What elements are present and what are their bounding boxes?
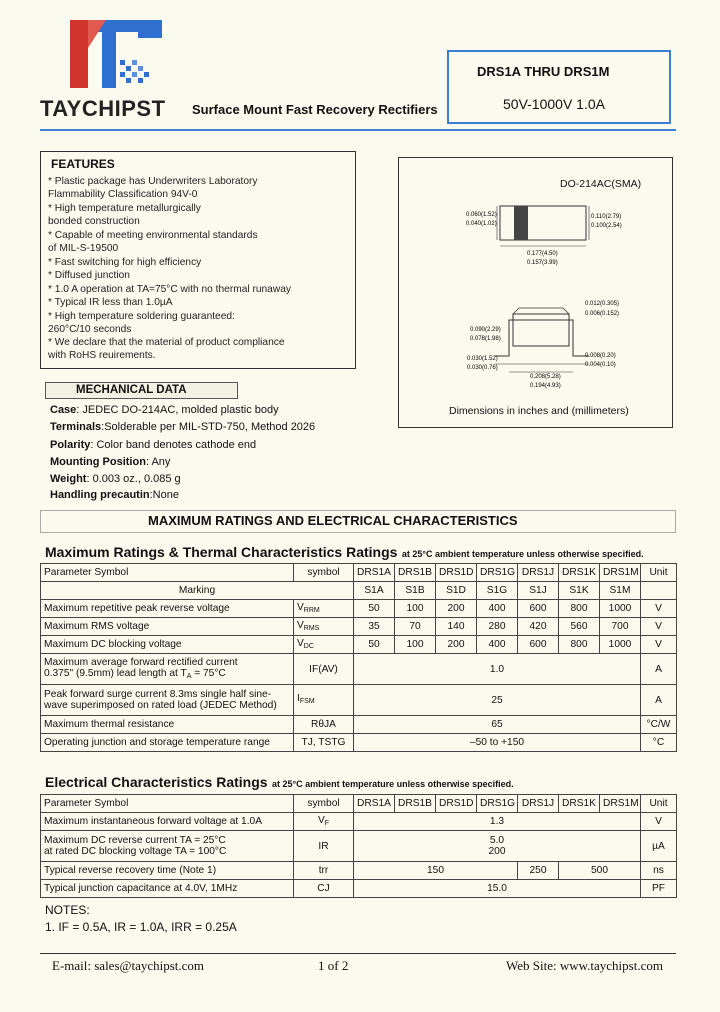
max-ratings-heading: Maximum Ratings & Thermal Characteristics Ratings at 25°C ambient temperature unless otherwise specified. <box>45 544 644 560</box>
mech-mounting: Mounting Position: Any <box>50 456 171 468</box>
feature-line: * Fast switching for high efficiency <box>48 257 202 268</box>
table-row: Maximum average forward rectified current 0.375" (9.5mm) lead length at $T_A = 75^\circ C$ IF(AV) 1.0 A <box>41 654 677 685</box>
table-row: Maximum DC blocking voltage $V_{DC}$ 50 100 200 400 600 800 1000 V <box>41 636 677 654</box>
dim-label: 0.060(1.52) <box>466 212 497 218</box>
mech-polarity: Polarity: Color band denotes cathode end <box>50 439 257 451</box>
dim-label: 0.208(5.28) <box>530 374 561 380</box>
feature-line: with RoHS reuirements. <box>48 350 156 361</box>
dim-label: 0.194(4.93) <box>530 383 561 389</box>
note-1: 1. IF = 0.5A, IR = 1.0A, IRR = 0.25A <box>45 920 237 934</box>
feature-line: * High temperature metallurgically <box>48 203 201 214</box>
feature-line: Flammability Classification 94V-0 <box>48 189 198 200</box>
feature-line: * Typical IR less than 1.0µA <box>48 297 173 308</box>
table-row: Marking S1A S1B S1D S1G S1J S1K S1M <box>41 582 677 600</box>
mech-weight: Weight: 0.003 oz., 0.085 g <box>50 473 181 485</box>
dim-label: 0.030(1.52) <box>467 356 498 362</box>
dim-label: 0.004(0.10) <box>585 362 616 368</box>
notes-title: NOTES: <box>45 903 90 917</box>
footer-email[interactable]: E-mail: sales@taychipst.com <box>52 958 205 973</box>
table-row: Operating junction and storage temperature range TJ, TSTG –50 to +150 °C <box>41 734 677 752</box>
features-title: FEATURES <box>51 157 115 171</box>
feature-line: * Plastic package has Underwriters Laboratory <box>48 176 258 187</box>
table-row: Peak forward surge current 8.3ms single half sine- wave superimposed on rated load (JEDEC Method) $I_{FSM}$ 25 A <box>41 685 677 716</box>
package-drawing <box>399 158 672 427</box>
dim-label: 0.100(2.54) <box>591 223 622 229</box>
dim-label: 0.012(0.305) <box>585 301 620 307</box>
table-row: Maximum instantaneous forward voltage at 1.0A $V_F$ 1.3 V <box>41 813 677 831</box>
feature-line: * Capable of meeting environmental standards <box>48 230 258 241</box>
ratings-banner: MAXIMUM RATINGS AND ELECTRICAL CHARACTERISTICS <box>148 513 518 528</box>
feature-line: * Diffused junction <box>48 270 130 281</box>
package-title: DO-214AC(SMA) <box>560 178 642 190</box>
brand-name: TAYCHIPST <box>40 96 166 121</box>
dim-label: 0.006(0.152) <box>585 311 620 317</box>
table-row: Typical junction capacitance at 4.0V, 1MHz CJ 15.0 PF <box>41 880 677 898</box>
product-subtitle: Surface Mount Fast Recovery Rectifiers <box>192 102 438 117</box>
dim-label: 0.110(2.79) <box>591 214 622 220</box>
feature-line: of MIL-S-19500 <box>48 243 119 254</box>
feature-line: * High temperature soldering guaranteed: <box>48 311 235 322</box>
table-row: Typical reverse recovery time (Note 1) trr 150 250 500 ns <box>41 862 677 880</box>
package-caption: Dimensions in inches and (millimeters) <box>449 405 629 417</box>
feature-line: 260°C/10 seconds <box>48 324 132 335</box>
dim-label: 0.008(0.20) <box>585 353 616 359</box>
electrical-heading: Electrical Characteristics Ratings at 25°C ambient temperature unless otherwise specified. <box>45 774 514 790</box>
table-row: Maximum thermal resistance RθJA 65 °C/W <box>41 716 677 734</box>
dim-label: 0.177(4.50) <box>527 251 558 257</box>
dim-label: 0.090(2.29) <box>470 327 501 333</box>
dim-label: 0.157(3.99) <box>527 260 558 266</box>
electrical-table <box>40 794 677 898</box>
table-row: Maximum RMS voltage $V_{RMS}$ 35 70 140 280 420 560 700 V <box>41 618 677 636</box>
voltage-current-rating: 50V-1000V 1.0A <box>503 96 605 112</box>
table-row: Maximum DC reverse current TA = 25°C at rated DC blocking voltage TA = 100°C IR 5.0 200 µA <box>41 831 677 862</box>
table-row: Maximum repetitive peak reverse voltage $V_{RRM}$ 50 100 200 400 600 800 1000 V <box>41 600 677 618</box>
table-header-row: Parameter Symbol symbol DRS1A DRS1B DRS1D DRS1G DRS1J DRS1K DRS1M Unit <box>41 564 677 582</box>
dim-label: 0.040(1.02) <box>466 221 497 227</box>
feature-line: bonded construction <box>48 216 140 227</box>
footer-divider <box>40 953 676 954</box>
part-range: DRS1A THRU DRS1M <box>477 64 610 79</box>
mech-case: Case: JEDEC DO-214AC, molded plastic body <box>50 404 279 416</box>
max-ratings-table <box>40 563 677 752</box>
dim-label: 0.078(1.98) <box>470 336 501 342</box>
mechanical-title: MECHANICAL DATA <box>76 384 187 396</box>
table-header-row: Parameter Symbol symbol DRS1A DRS1B DRS1D DRS1G DRS1J DRS1K DRS1M Unit <box>41 795 677 813</box>
mech-terminals: Terminals:Solderable per MIL-STD-750, Method 2026 <box>50 421 316 433</box>
footer-page-number: 1 of 2 <box>318 958 349 973</box>
mech-handling: Handling precautin:None <box>50 489 179 501</box>
taychipst-logo <box>66 18 166 93</box>
feature-line: * We declare that the material of product compliance <box>48 337 285 348</box>
footer-website[interactable]: Web Site: www.taychipst.com <box>506 958 663 973</box>
part-number-box <box>447 50 671 124</box>
dim-label: 0.030(0.76) <box>467 365 498 371</box>
feature-line: * 1.0 A operation at TA=75°C with no thermal runaway <box>48 284 291 295</box>
header-divider <box>40 129 676 131</box>
